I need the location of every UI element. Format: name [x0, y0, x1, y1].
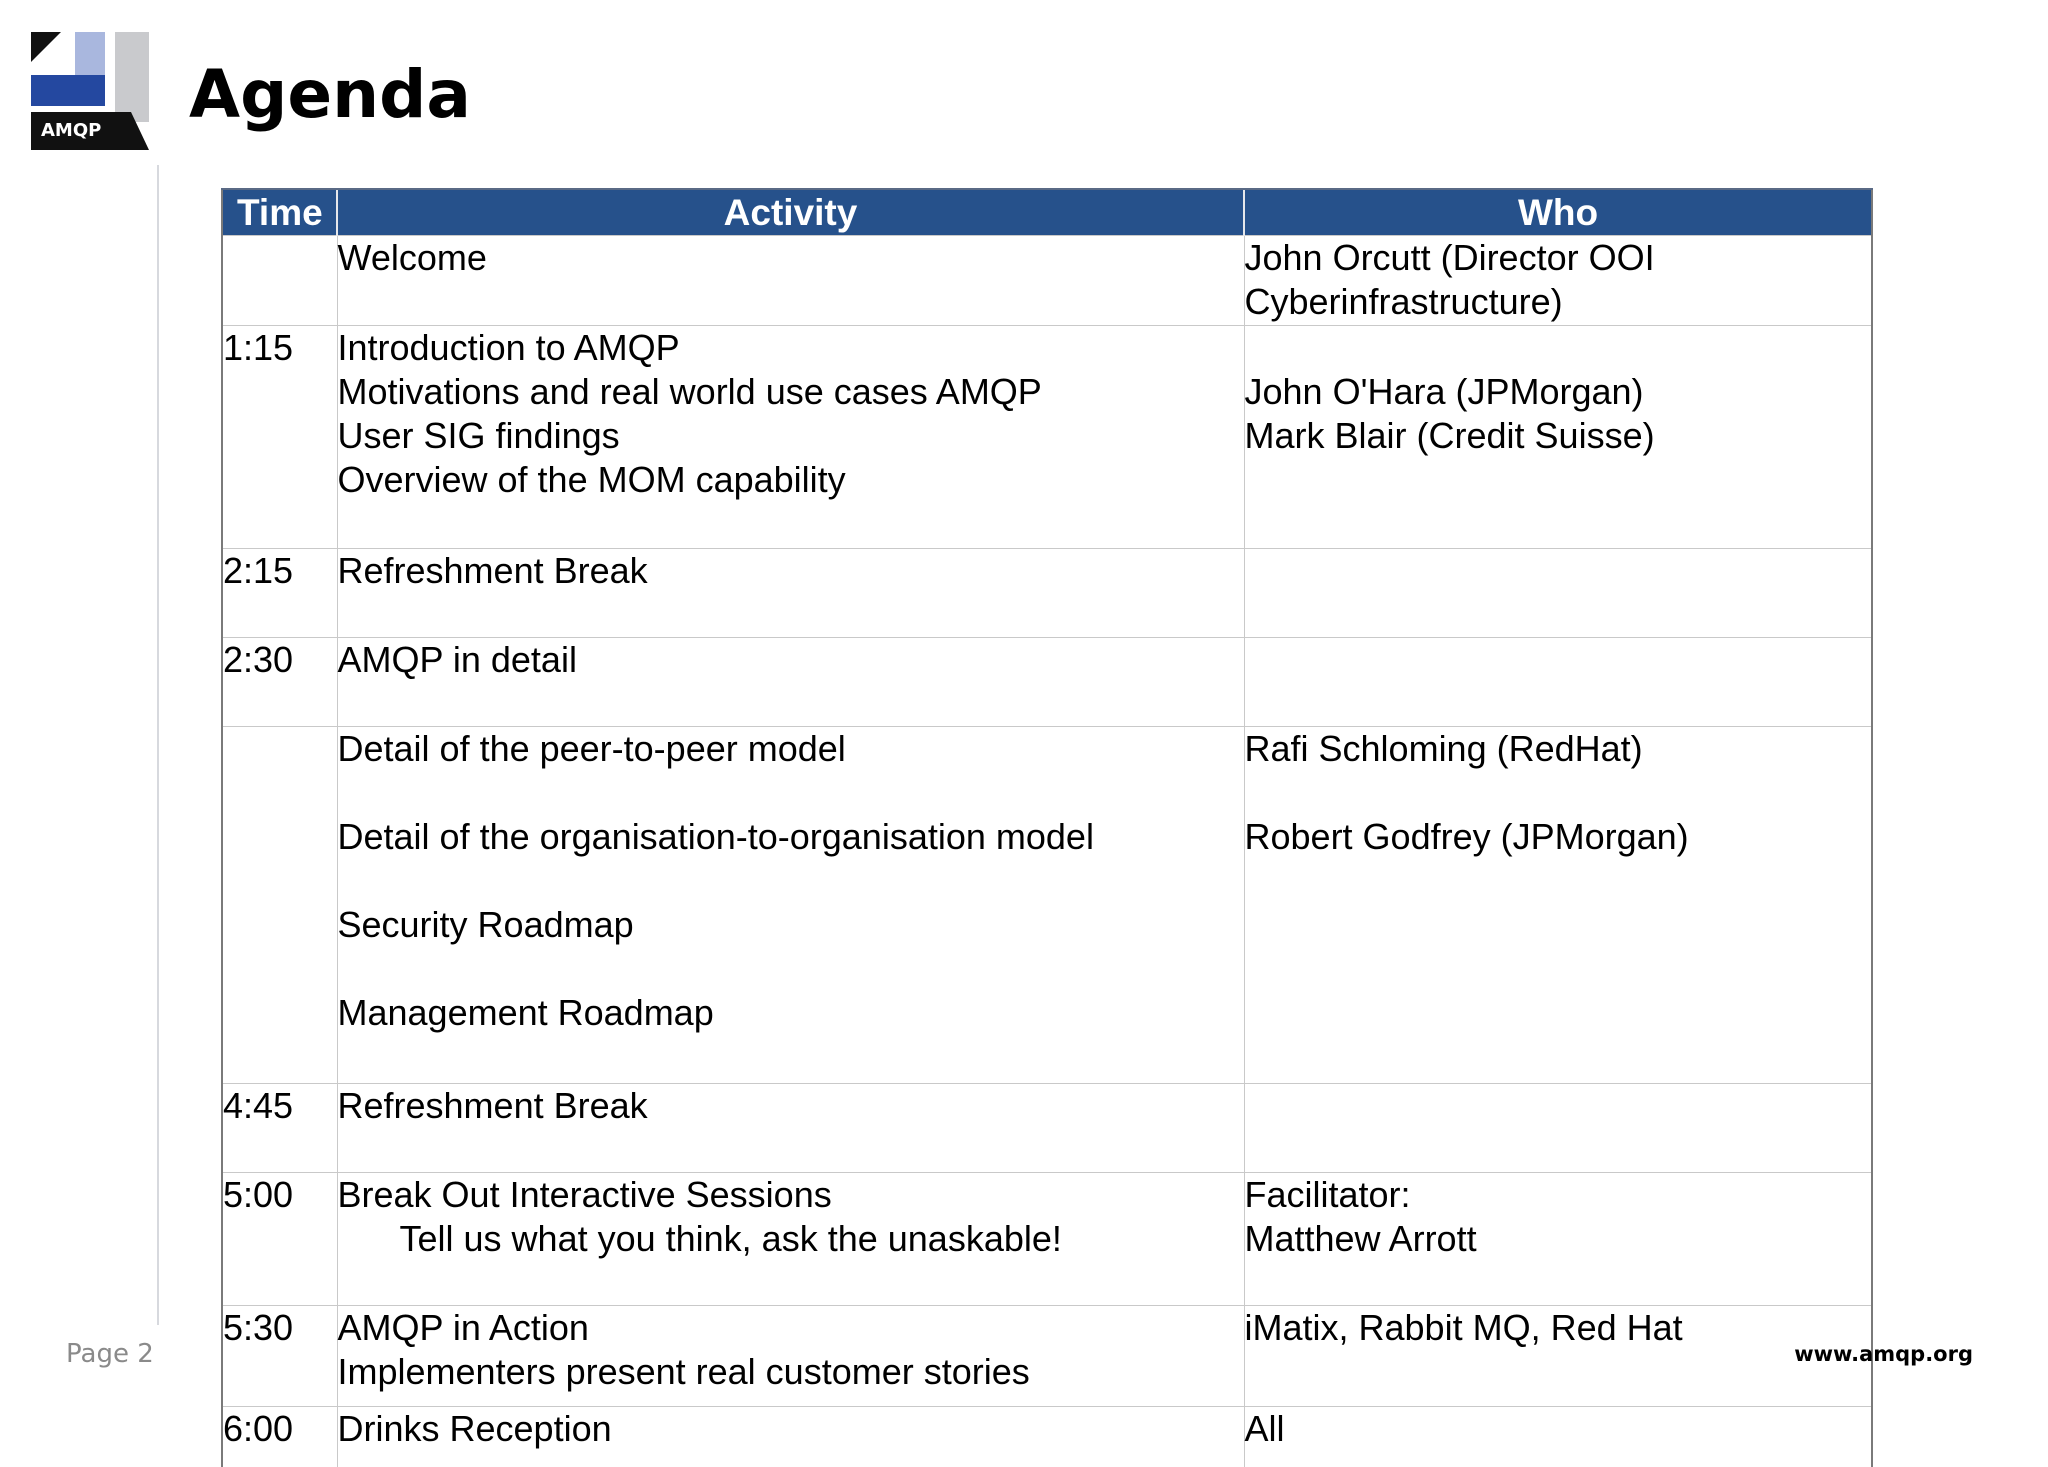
activity-line: Break Out Interactive Sessions [337, 1174, 832, 1215]
activity-line: Introduction to AMQP [337, 327, 680, 368]
activity-cell [337, 549, 1244, 638]
page-title: Agenda [189, 56, 471, 133]
time-cell: 2:15 [222, 549, 337, 638]
who-cell [1244, 638, 1872, 727]
who-line: Rafi Schloming (RedHat) [1244, 728, 1643, 769]
activity-cell [337, 1084, 1244, 1173]
table-row [222, 638, 1872, 727]
logo-text: AMQP [41, 120, 102, 141]
who-cell [1244, 1407, 1872, 1467]
time-cell: 6:00 [222, 1407, 337, 1467]
activity-line: Welcome [337, 237, 487, 278]
activity-cell [337, 236, 1244, 326]
activity-line: AMQP in Action [337, 1307, 589, 1348]
activity-line: Drinks Reception [337, 1408, 612, 1449]
time-cell [222, 236, 337, 326]
activity-cell [337, 1407, 1244, 1467]
who-line: Cyberinfrastructure) [1244, 281, 1563, 322]
table-row [222, 236, 1872, 326]
table-row [222, 549, 1872, 638]
table-row [222, 1306, 1872, 1407]
page-number: Page 2 [66, 1339, 154, 1369]
who-cell [1244, 1306, 1872, 1407]
who-cell [1244, 727, 1872, 1084]
activity-cell [337, 1173, 1244, 1306]
blank-line [338, 771, 1244, 815]
time-cell: 5:30 [222, 1306, 337, 1407]
who-cell [1244, 1173, 1872, 1306]
who-line: iMatix, Rabbit MQ, Red Hat [1244, 1307, 1683, 1348]
who-cell [1244, 1084, 1872, 1173]
who-line: Facilitator: [1244, 1174, 1411, 1215]
activity-cell [337, 326, 1244, 549]
activity-cell [337, 1306, 1244, 1407]
footer-url: www.amqp.org [1794, 1342, 1973, 1366]
who-line: Robert Godfrey (JPMorgan) [1244, 816, 1689, 857]
activity-line: Tell us what you think, ask the unaskable! [399, 1218, 1062, 1259]
column-header-who: Who [1244, 189, 1872, 236]
agenda-table [221, 188, 1873, 1467]
table-row [222, 1407, 1872, 1467]
activity-line: Overview of the MOM capability [337, 459, 846, 500]
activity-line: User SIG findings [337, 415, 620, 456]
activity-cell [337, 638, 1244, 727]
time-cell [222, 727, 337, 1084]
activity-line: Management Roadmap [337, 992, 714, 1033]
table-header-row [222, 189, 1872, 236]
blank-line [1245, 326, 1872, 370]
blank-line [338, 859, 1244, 903]
who-cell [1244, 549, 1872, 638]
blank-line [338, 947, 1244, 991]
amqp-logo [31, 32, 149, 150]
activity-line: Refreshment Break [337, 1085, 648, 1126]
activity-cell [337, 727, 1244, 1084]
who-line: John Orcutt (Director OOI [1244, 237, 1655, 278]
who-line: Matthew Arrott [1244, 1218, 1477, 1259]
slide-divider [157, 165, 159, 1325]
activity-line: AMQP in detail [337, 639, 577, 680]
activity-line: Refreshment Break [337, 550, 648, 591]
column-header-activity: Activity [337, 189, 1244, 236]
activity-line: Detail of the peer-to-peer model [337, 728, 846, 769]
activity-line: Motivations and real world use cases AMQP [337, 371, 1042, 412]
time-cell: 5:00 [222, 1173, 337, 1306]
who-line: John O'Hara (JPMorgan) [1244, 371, 1644, 412]
who-line: Mark Blair (Credit Suisse) [1244, 415, 1655, 456]
time-cell: 4:45 [222, 1084, 337, 1173]
table-row [222, 1173, 1872, 1306]
table-row [222, 1084, 1872, 1173]
who-cell [1244, 236, 1872, 326]
time-cell: 2:30 [222, 638, 337, 727]
activity-line: Detail of the organisation-to-organisation model [337, 816, 1094, 857]
table-row [222, 326, 1872, 549]
agenda-body [222, 236, 1872, 1467]
column-header-time: Time [222, 189, 337, 236]
activity-line: Security Roadmap [337, 904, 634, 945]
blank-line [1245, 771, 1872, 815]
activity-line: Implementers present real customer stories [337, 1351, 1030, 1392]
who-line: All [1244, 1408, 1285, 1449]
who-cell [1244, 326, 1872, 549]
table-row [222, 727, 1872, 1084]
time-cell: 1:15 [222, 326, 337, 549]
